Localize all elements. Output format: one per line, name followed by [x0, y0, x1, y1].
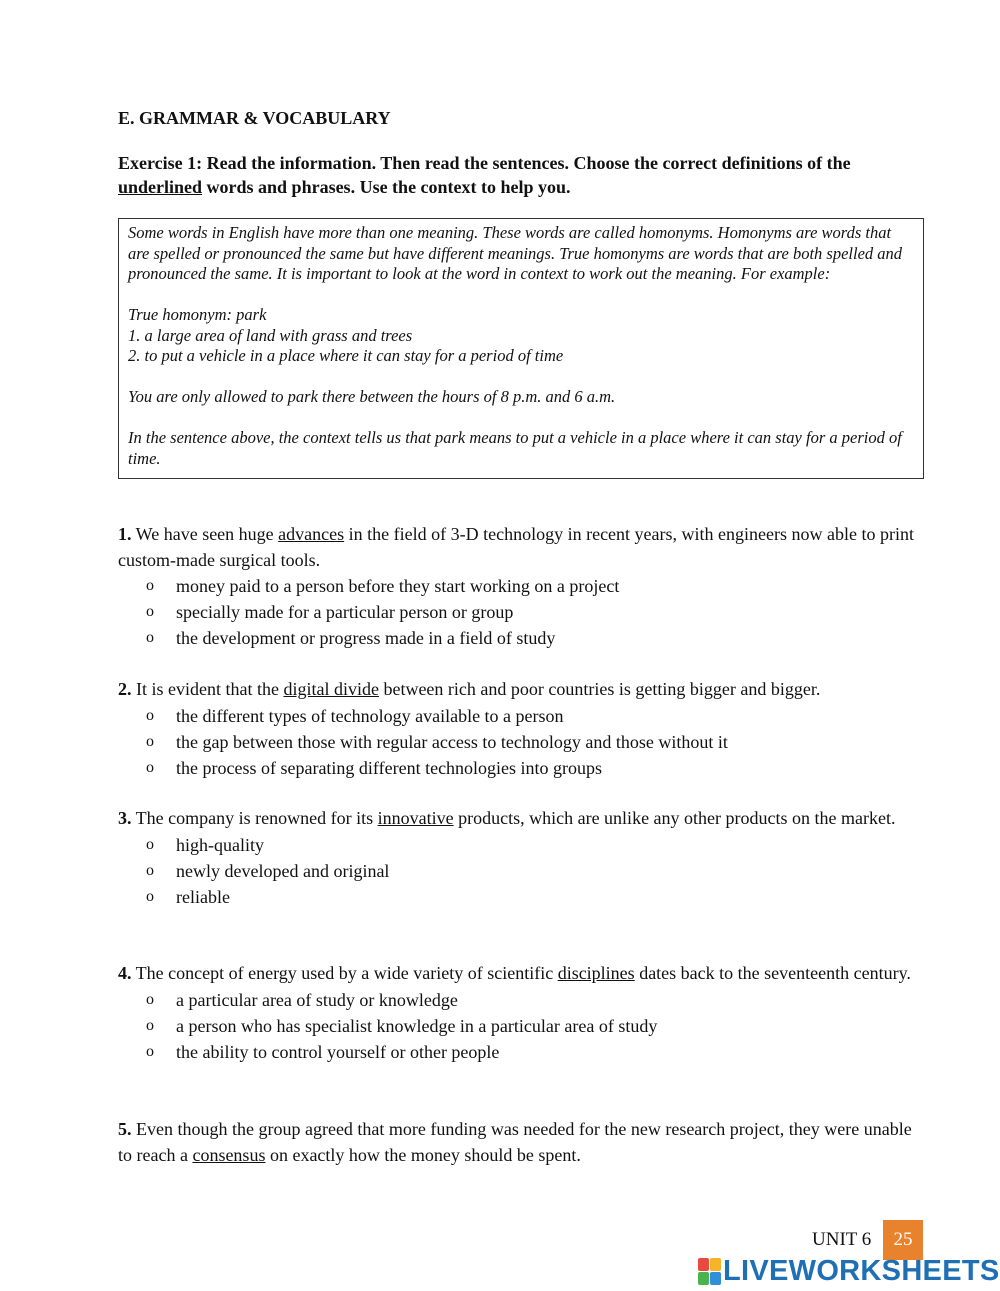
info-definition-2: 2. to put a vehicle in a place where it can stay for a period of time — [128, 346, 564, 365]
question-text-start: It is evident that the — [131, 679, 284, 699]
option-label: a particular area of study or knowledge — [176, 989, 458, 1010]
info-explanation: In the sentence above, the context tells us that park means to put a vehicle in a place where it can stay for a period of time. — [128, 428, 902, 468]
question-number: 3. — [118, 808, 132, 828]
question-text-end: dates back to the seventeenth century. — [634, 963, 911, 983]
answer-option[interactable] — [118, 832, 928, 858]
option-bullet[interactable]: o — [146, 1042, 154, 1060]
option-label: the ability to control yourself or other people — [176, 1041, 500, 1062]
option-bullet[interactable]: o — [146, 758, 154, 776]
answer-option[interactable] — [118, 573, 928, 599]
info-definition-1: 1. a large area of land with grass and trees — [128, 325, 413, 345]
question-text — [118, 961, 928, 987]
option-bullet[interactable]: o — [146, 835, 154, 853]
answer-option[interactable] — [118, 599, 928, 625]
homonym-info-box — [118, 218, 924, 479]
question-2 — [118, 677, 928, 781]
question-text-end: in the field of 3-D technology in recent years, with engineers now able to print custom-made surgical tools. — [118, 524, 914, 570]
question-text-end: between rich and poor countries is getting bigger and bigger. — [378, 679, 821, 699]
question-text-start: We have seen huge — [131, 524, 279, 544]
option-label: the development or progress made in a field of study — [176, 628, 556, 648]
option-label: the different types of technology available to a person — [176, 705, 564, 726]
liveworksheets-logo-icon — [698, 1258, 720, 1284]
question-text — [118, 522, 928, 573]
question-number: 1. — [118, 524, 132, 544]
answer-option[interactable] — [118, 884, 928, 910]
option-label: money paid to a person before they start working on a project — [176, 576, 620, 596]
option-label: specially made for a particular person or group — [176, 602, 514, 622]
info-intro: Some words in English have more than one meaning. These words are called homonyms. Homonyms are words that are spelled or pronounced the same but have different meanings. True homonyms are words that are both spelled and pronounced the same. It is important to look at the word in context to work out the meaning. For example: — [128, 223, 903, 283]
answer-option[interactable] — [118, 729, 928, 755]
question-number: 5. — [118, 1119, 132, 1139]
option-label: newly developed and original — [176, 860, 390, 881]
question-term: consensus — [192, 1144, 266, 1165]
question-1 — [118, 522, 928, 651]
question-text — [118, 806, 928, 832]
answer-options — [118, 703, 928, 781]
answer-option[interactable] — [118, 625, 928, 651]
question-number: 4. — [118, 963, 132, 983]
answer-options — [118, 832, 928, 910]
option-label: reliable — [176, 886, 230, 907]
liveworksheets-logo — [698, 1256, 1000, 1286]
answer-option[interactable] — [118, 858, 928, 884]
option-label: the process of separating different technologies into groups — [176, 757, 603, 778]
question-term: advances — [278, 524, 345, 544]
question-term: disciplines — [557, 963, 635, 983]
unit-label: UNIT 6 — [812, 1229, 872, 1250]
option-label: high-quality — [176, 834, 264, 855]
option-bullet[interactable]: o — [146, 887, 154, 905]
option-bullet[interactable]: o — [146, 577, 154, 594]
question-text-start: The concept of energy used by a wide variety of scientific — [131, 963, 558, 983]
option-bullet[interactable]: o — [146, 603, 154, 620]
option-bullet[interactable]: o — [146, 732, 154, 750]
instructions-underlined-word: underlined — [118, 177, 203, 197]
answer-option[interactable] — [118, 1039, 928, 1065]
option-bullet[interactable]: o — [146, 629, 154, 646]
answer-option[interactable] — [118, 1013, 928, 1039]
liveworksheets-logo-text: LIVEWORKSHEETS — [723, 1254, 1000, 1287]
exercise-instructions — [118, 151, 918, 199]
answer-options — [118, 573, 928, 651]
option-bullet[interactable]: o — [146, 1016, 154, 1034]
option-bullet[interactable]: o — [146, 990, 154, 1008]
instructions-text: Exercise 1: Read the information. Then read the sentences. Choose the correct definitions of the — [118, 153, 851, 173]
question-4 — [118, 961, 928, 1065]
option-bullet[interactable]: o — [146, 706, 154, 724]
option-label: a person who has specialist knowledge in a particular area of study — [176, 1015, 658, 1036]
question-term: innovative — [377, 808, 454, 828]
question-term: digital divide — [283, 679, 379, 699]
section-title: E. GRAMMAR & VOCABULARY — [118, 108, 391, 128]
question-text-end: on exactly how the money should be spent. — [265, 1144, 581, 1165]
question-5 — [118, 1117, 928, 1168]
question-3 — [118, 806, 928, 910]
answer-option[interactable] — [118, 987, 928, 1013]
instructions-text-end: words and phrases. Use the context to help you. — [202, 177, 571, 197]
answer-options — [118, 987, 928, 1065]
question-text-end: products, which are unlike any other products on the market. — [453, 808, 896, 828]
option-bullet[interactable]: o — [146, 861, 154, 879]
info-example-heading: True homonym: park — [128, 305, 267, 324]
answer-option[interactable] — [118, 703, 928, 729]
question-text-start: Even though the group agreed that more funding was needed for the new research project, they were unable to reach a — [118, 1119, 912, 1165]
info-example-sentence: You are only allowed to park there between the hours of 8 p.m. and 6 a.m. — [128, 387, 616, 406]
option-label: the gap between those with regular access to technology and those without it — [176, 731, 728, 752]
question-text — [118, 677, 928, 703]
question-number: 2. — [118, 679, 132, 699]
question-text-start: The company is renowned for its — [131, 808, 378, 828]
answer-option[interactable] — [118, 755, 928, 781]
question-text — [118, 1117, 928, 1168]
page-number-badge: 25 — [883, 1220, 923, 1260]
